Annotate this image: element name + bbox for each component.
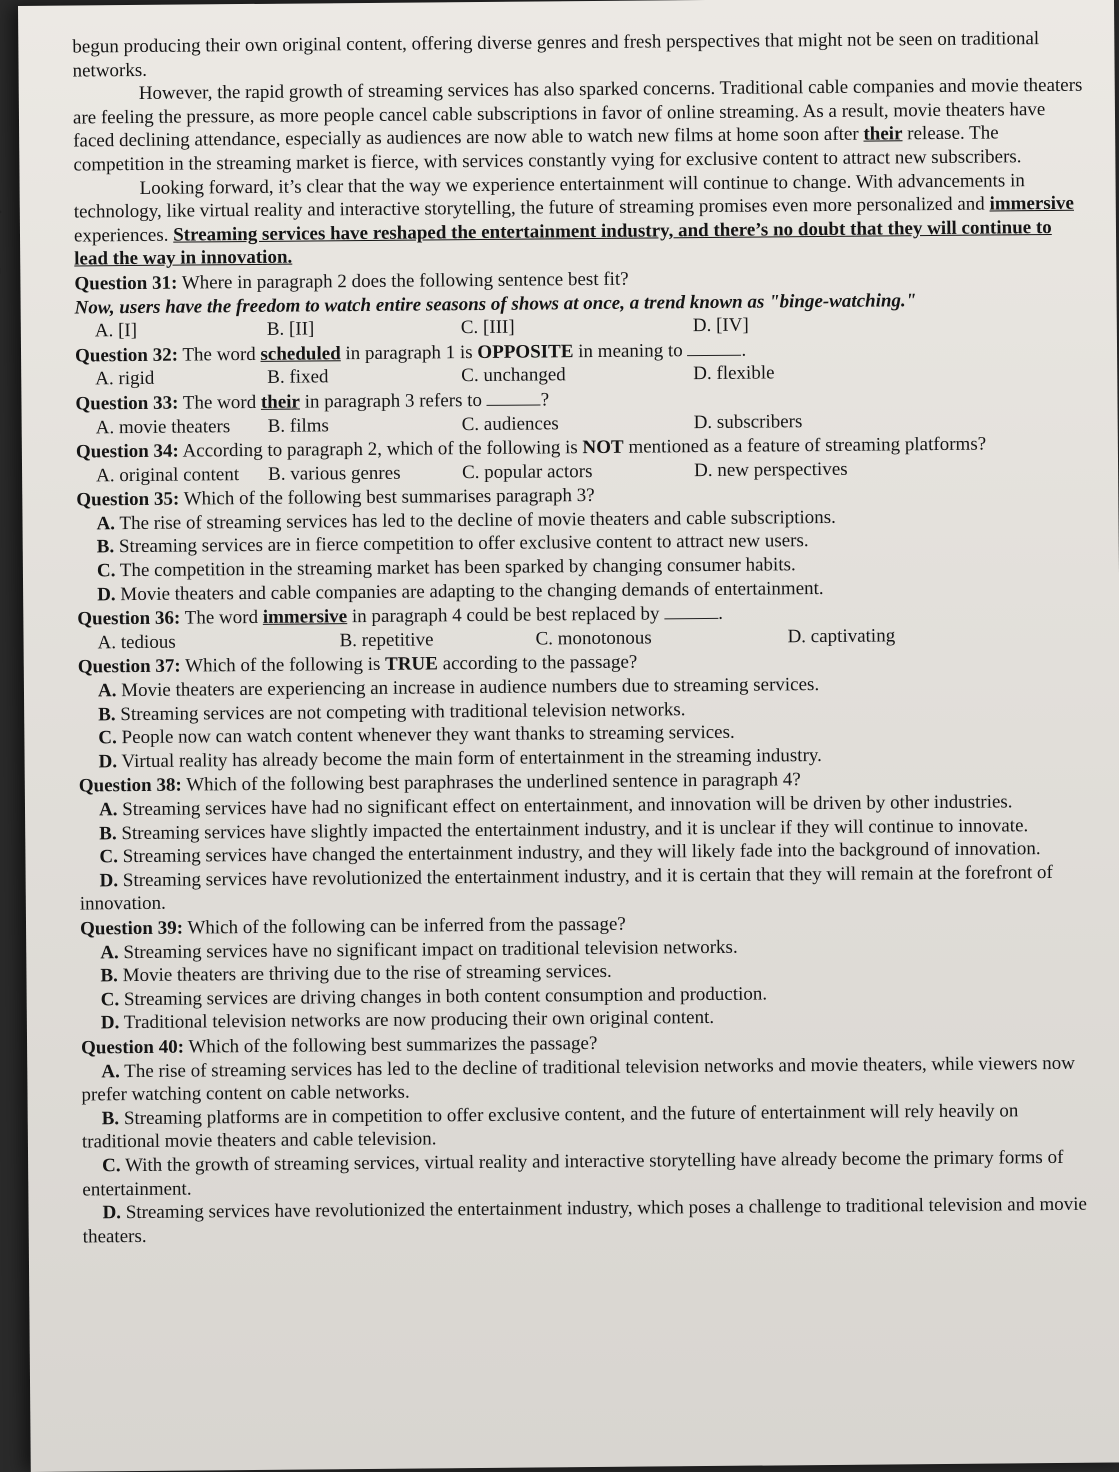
option-text: Streaming platforms are in competition to offer exclusive content, and the future of entertainment will rely heavily on traditional movie theaters and cable television.	[81, 1100, 1019, 1153]
option-text: Streaming services have no significant impact on traditional television networks.	[123, 936, 738, 963]
q32-post: in meaning to	[573, 339, 688, 362]
p4-underlined-sentence: Streaming services have reshaped the entertainment industry, and there’s no doubt that they will continue to lead the way in innovation.	[74, 216, 1052, 270]
option-text: Traditional television networks are now producing their own original content.	[123, 1007, 715, 1034]
option-letter: A.	[96, 513, 116, 535]
q31-option-a[interactable]: A. [I]	[94, 320, 138, 342]
q32-word: scheduled	[260, 342, 341, 365]
q31-target-sentence: Now, users have the freedom to watch entire seasons of shows at once, a trend known as "binge-watching."	[74, 289, 917, 319]
option-text: Streaming services are not competing with traditional television networks.	[120, 698, 686, 725]
q32-option-d[interactable]: D. flexible	[693, 362, 775, 385]
q33-option-b[interactable]: B. films	[267, 414, 329, 437]
option-letter: D.	[97, 583, 116, 605]
q34-option-a[interactable]: A. original content	[96, 463, 240, 487]
q37-number: Question 37:	[77, 656, 181, 678]
q33-word: their	[260, 391, 301, 413]
q36-option-d[interactable]: D. captivating	[787, 625, 896, 648]
q36-post: in paragraph 4 could be best replaced by	[347, 603, 665, 628]
q32-number: Question 32:	[74, 344, 179, 367]
exam-page	[18, 0, 1119, 1472]
p4-text-a: Looking forward, it’s clear that the way we experience entertainment will continue to change. With advancements in technology, like virtual reality and interactive storytelling, the future of streaming promises even more personalized and	[73, 169, 1025, 223]
passage-paragraph-3	[73, 74, 1084, 177]
q36-pre: The word	[180, 607, 263, 629]
q32-end: .	[741, 339, 747, 361]
option-text: Streaming services have slightly impacted the entertainment industry, and it is unclear if they will continue to innovate.	[121, 814, 1029, 844]
question-36	[77, 599, 1087, 655]
question-40	[81, 1028, 1093, 1249]
q32-option-b[interactable]: B. fixed	[267, 366, 329, 389]
q34-pre: According to paragraph 2, which of the following is	[178, 437, 583, 462]
option-letter: A.	[101, 1060, 120, 1082]
question-32	[75, 335, 1085, 391]
question-39	[80, 909, 1091, 1036]
q38-option-d[interactable]	[80, 860, 1090, 916]
question-34	[76, 432, 1086, 488]
q33-option-c[interactable]: C. audiences	[461, 412, 559, 435]
q33-option-a[interactable]: A. movie theaters	[95, 415, 231, 438]
option-text: With the growth of streaming services, virtual reality and interactive storytelling have already become the primary forms of entertainment.	[82, 1146, 1064, 1200]
option-letter: C.	[100, 988, 120, 1011]
q31-option-b[interactable]: B. [II]	[266, 318, 315, 340]
option-letter: D.	[102, 1202, 122, 1224]
q33-end: ?	[540, 389, 550, 411]
option-text: Movie theaters are experiencing an increase in audience numbers due to streaming services.	[121, 674, 820, 702]
q32-pre: The word	[177, 343, 261, 366]
option-text: Streaming services have had no significant effect on entertainment, and innovation will be driven by other industries.	[122, 791, 1013, 821]
q34-option-c[interactable]: C. popular actors	[461, 460, 593, 483]
p3-text-a: However, the rapid growth of streaming services has also sparked concerns. Traditional cable companies and movie theaters are feeling the pressure, as more people cancel cable subscriptions in favor of online streaming. As a result, movie theaters have faced declining attendance, especially as audiences are now able to watch new films at home soon after	[72, 74, 1083, 152]
q33-option-d[interactable]: D. subscribers	[693, 410, 803, 433]
question-31	[74, 264, 1085, 344]
q31-text: Where in paragraph 2 does the following sentence best fit?	[177, 268, 629, 294]
option-text: Streaming services are driving changes in both content consumption and production.	[123, 983, 768, 1010]
option-letter: C.	[98, 727, 117, 749]
q35-number: Question 35:	[76, 488, 180, 511]
question-38	[79, 766, 1090, 916]
q39-text: Which of the following can be inferred from the passage?	[182, 913, 626, 939]
q34-post: mentioned as a feature of streaming platforms?	[623, 433, 987, 458]
option-letter: C.	[96, 560, 116, 582]
q36-word: immersive	[262, 606, 348, 629]
q31-option-c[interactable]: C. [III]	[460, 316, 515, 339]
q31-option-d[interactable]: D. [IV]	[692, 314, 749, 337]
q37-post: according to the passage?	[437, 652, 638, 675]
option-letter: B.	[96, 536, 115, 558]
q33-answer-blank[interactable]	[487, 388, 541, 405]
page-edge-mark	[0, 206, 5, 326]
option-text: Streaming services are in fierce competition to offer exclusive content to attract new users.	[118, 530, 809, 558]
option-letter: B.	[98, 703, 116, 725]
q34-emph: NOT	[582, 436, 624, 459]
p4-immersive: immersive	[989, 192, 1075, 215]
option-letter: D.	[98, 750, 118, 773]
exam-content	[72, 27, 1093, 1249]
q33-number: Question 33:	[75, 392, 179, 415]
q40-text: Which of the following best summarizes the passage?	[183, 1032, 598, 1058]
q39-number: Question 39:	[79, 917, 184, 940]
q32-emph: OPPOSITE	[477, 340, 574, 363]
option-letter: A.	[98, 799, 118, 821]
option-letter: A.	[100, 941, 119, 963]
q38-number: Question 38:	[78, 775, 182, 797]
option-letter: C.	[99, 846, 119, 868]
q36-end: .	[718, 603, 724, 625]
passage-paragraph-4	[73, 168, 1084, 271]
option-letter: B.	[99, 822, 117, 844]
q32-mid: in paragraph 1 is	[340, 341, 478, 364]
p3-text-b: release. The competition in the streaming market is fierce, with services constantly vying for exclusive content to attract new subscribers.	[73, 122, 1022, 176]
q36-number: Question 36:	[77, 607, 181, 630]
question-37	[78, 647, 1089, 774]
question-35	[76, 480, 1087, 607]
option-letter: A.	[97, 680, 117, 702]
q32-answer-blank[interactable]	[687, 338, 741, 355]
option-text: Streaming services have changed the entertainment industry, and they will likely fade into the background of innovation.	[122, 838, 1041, 868]
q31-number: Question 31:	[74, 272, 178, 295]
q34-option-b[interactable]: B. various genres	[268, 462, 401, 485]
passage-paragraph-2-end: begun producing their own original content, offering diverse genres and fresh perspectives that might not be seen on traditional networks.	[72, 28, 1040, 82]
q37-emph: TRUE	[385, 653, 438, 676]
q34-number: Question 34:	[75, 440, 179, 463]
option-text: Virtual reality has already become the main form of entertainment in the streaming industry.	[121, 744, 822, 772]
option-text: The rise of streaming services has led to the decline of traditional television networks and movie theaters, while viewers now prefer watching content on cable networks.	[81, 1052, 1076, 1106]
option-letter: B.	[100, 965, 118, 987]
q32-option-c[interactable]: C. unchanged	[461, 364, 566, 387]
q36-option-b[interactable]: B. repetitive	[339, 629, 434, 652]
q40-option-d[interactable]	[82, 1193, 1092, 1249]
q36-option-a[interactable]: A. tedious	[97, 631, 176, 654]
q38-text: Which of the following best paraphrases the underlined sentence in paragraph 4?	[181, 769, 801, 797]
option-text: People now can watch content whenever they want thanks to streaming services.	[121, 721, 735, 749]
option-text: Streaming services have revolutionized the entertainment industry, which poses a challenge to traditional television and movie theaters.	[82, 1193, 1087, 1248]
q33-post: in paragraph 3 refers to	[299, 389, 487, 413]
option-letter: D.	[100, 1012, 120, 1034]
option-text: The rise of streaming services has led to the decline of movie theaters and cable subscriptions.	[119, 506, 836, 535]
option-text: The competition in the streaming market has been sparked by changing consumer habits.	[119, 554, 796, 582]
q35-text: Which of the following best summarises paragraph 3?	[179, 485, 595, 510]
q32-option-a[interactable]: A. rigid	[95, 368, 155, 390]
option-letter: C.	[102, 1155, 121, 1177]
q36-answer-blank[interactable]	[664, 602, 718, 619]
q40-number: Question 40:	[81, 1036, 185, 1059]
question-33	[75, 384, 1085, 440]
q37-pre: Which of the following is	[180, 654, 386, 678]
option-text: Streaming services have revolutionized the entertainment industry, and it is certain that they will remain at the forefront of innovation.	[79, 861, 1053, 915]
option-text: Movie theaters and cable companies are adapting to the changing demands of entertainment.	[120, 577, 824, 605]
p4-text-b: experiences.	[73, 224, 174, 247]
option-letter: B.	[101, 1107, 120, 1130]
q34-option-d[interactable]: D. new perspectives	[693, 458, 848, 481]
option-text: Movie theaters are thriving due to the rise of streaming services.	[122, 961, 612, 987]
option-letter: D.	[99, 869, 119, 892]
p3-their: their	[863, 123, 903, 146]
q33-pre: The word	[178, 391, 261, 414]
q36-option-c[interactable]: C. monotonous	[535, 627, 652, 650]
